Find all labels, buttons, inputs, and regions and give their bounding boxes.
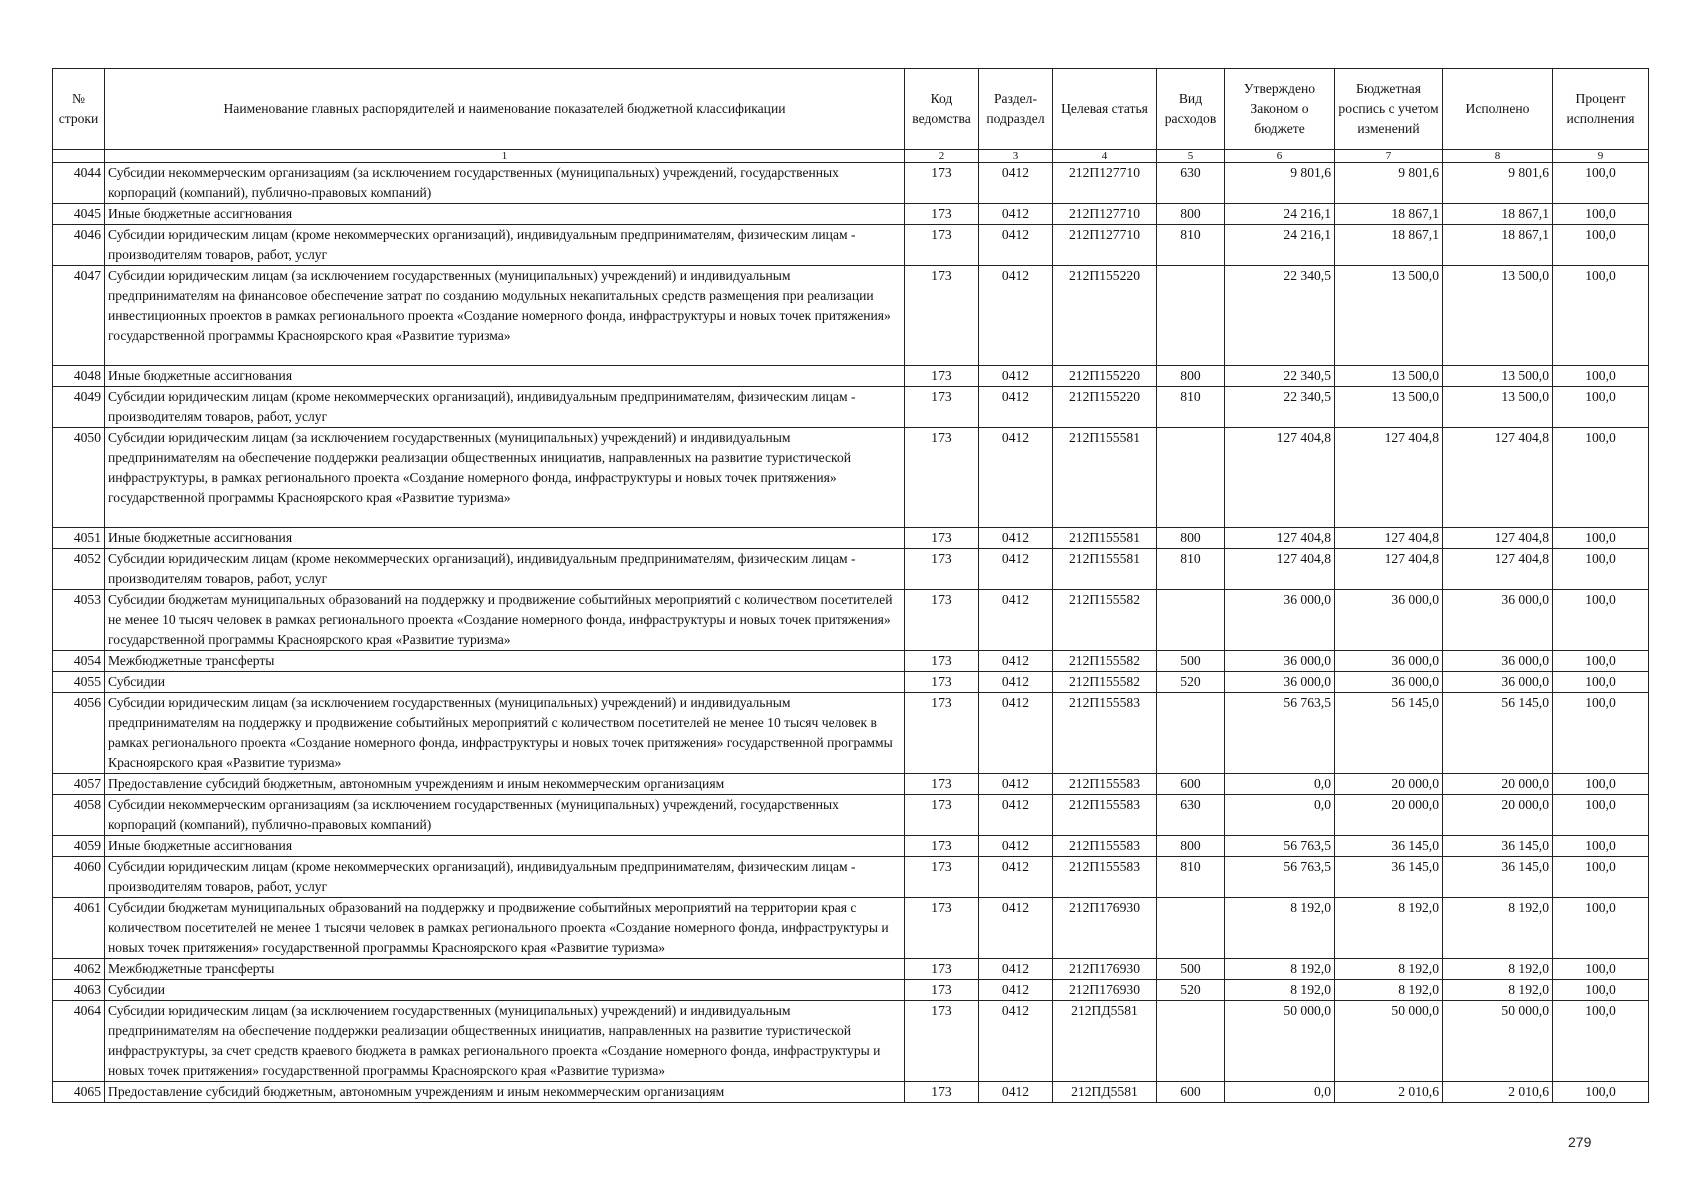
- section-cell: 0412: [979, 693, 1053, 774]
- table-row: [53, 959, 1649, 980]
- percent-cell: 100,0: [1553, 959, 1649, 980]
- table-row: [53, 204, 1649, 225]
- row-name-cell: Предоставление субсидий бюджетным, автономным учреждениям и иным некоммерческим организациям: [105, 1082, 905, 1103]
- header-target-article: Целевая статья: [1053, 69, 1157, 150]
- executed-amount-cell: 36 145,0: [1443, 857, 1553, 898]
- approved-amount-cell: 36 000,0: [1225, 672, 1335, 693]
- row-name-cell: Межбюджетные трансферты: [105, 959, 905, 980]
- percent-cell: 100,0: [1553, 774, 1649, 795]
- approved-amount-cell: 8 192,0: [1225, 980, 1335, 1001]
- row-name-cell: Межбюджетные трансферты: [105, 651, 905, 672]
- approved-amount-cell: 8 192,0: [1225, 898, 1335, 959]
- percent-cell: 100,0: [1553, 387, 1649, 428]
- column-number: 5: [1157, 150, 1225, 163]
- expense-type-cell: 520: [1157, 980, 1225, 1001]
- target-article-cell: 212П155583: [1053, 795, 1157, 836]
- budget-amount-cell: 127 404,8: [1335, 549, 1443, 590]
- expense-type-cell: 500: [1157, 651, 1225, 672]
- expense-type-cell: [1157, 266, 1225, 366]
- budget-amount-cell: 56 145,0: [1335, 693, 1443, 774]
- dept-code-cell: 173: [905, 959, 979, 980]
- target-article-cell: 212П176930: [1053, 898, 1157, 959]
- percent-cell: 100,0: [1553, 590, 1649, 651]
- dept-code-cell: 173: [905, 387, 979, 428]
- row-number-cell: 4048: [53, 366, 105, 387]
- dept-code-cell: 173: [905, 428, 979, 528]
- approved-amount-cell: 9 801,6: [1225, 163, 1335, 204]
- approved-amount-cell: 127 404,8: [1225, 549, 1335, 590]
- approved-amount-cell: 0,0: [1225, 1082, 1335, 1103]
- approved-amount-cell: 50 000,0: [1225, 1001, 1335, 1082]
- row-number-cell: 4065: [53, 1082, 105, 1103]
- target-article-cell: 212П155583: [1053, 693, 1157, 774]
- dept-code-cell: 173: [905, 857, 979, 898]
- section-cell: 0412: [979, 428, 1053, 528]
- row-name-cell: Субсидии бюджетам муниципальных образований на поддержку и продвижение событийных мероприятий на территории края с количеством посетителей не менее 1 тысячи человек в рамках регионального проекта «Создание номерного фонда, инфраструктуры и новых точек притяжения» государственной программы Красноярского края «Развитие туризма»: [105, 898, 905, 959]
- row-number-cell: 4055: [53, 672, 105, 693]
- row-number-cell: 4052: [53, 549, 105, 590]
- table-row: [53, 672, 1649, 693]
- row-number-cell: 4063: [53, 980, 105, 1001]
- row-name-cell: Субсидии юридическим лицам (за исключением государственных (муниципальных) учреждений) и индивидуальным предпринимателям на обеспечение поддержки реализации общественных инициатив, направленных на развитие туристической инфраструктуры, за счет средств краевого бюджета в рамках регионального проекта «Создание номерного фонда, инфраструктуры и новых точек притяжения» государственной программы Красноярского края «Развитие туризма»: [105, 1001, 905, 1082]
- section-cell: 0412: [979, 795, 1053, 836]
- approved-amount-cell: 36 000,0: [1225, 590, 1335, 651]
- percent-cell: 100,0: [1553, 266, 1649, 366]
- target-article-cell: 212П155582: [1053, 672, 1157, 693]
- executed-amount-cell: 13 500,0: [1443, 387, 1553, 428]
- approved-amount-cell: 24 216,1: [1225, 204, 1335, 225]
- section-cell: 0412: [979, 163, 1053, 204]
- column-number: [53, 150, 105, 163]
- header-name: Наименование главных распорядителей и наименование показателей бюджетной классификации: [105, 69, 905, 150]
- budget-amount-cell: 2 010,6: [1335, 1082, 1443, 1103]
- header-section: Раздел-подраздел: [979, 69, 1053, 150]
- expense-type-cell: [1157, 590, 1225, 651]
- dept-code-cell: 173: [905, 980, 979, 1001]
- expense-type-cell: [1157, 428, 1225, 528]
- budget-amount-cell: 36 000,0: [1335, 651, 1443, 672]
- section-cell: 0412: [979, 836, 1053, 857]
- table-row: [53, 528, 1649, 549]
- dept-code-cell: 173: [905, 1001, 979, 1082]
- row-name-cell: Субсидии юридическим лицам (за исключением государственных (муниципальных) учреждений) и индивидуальным предпринимателям на поддержку и продвижение событийных мероприятий с количеством посетителей не менее 10 тысяч человек в рамках регионального проекта «Создание номерного фонда, инфраструктуры и новых точек притяжения» государственной программы Красноярского края «Развитие туризма»: [105, 693, 905, 774]
- section-cell: 0412: [979, 387, 1053, 428]
- row-number-cell: 4044: [53, 163, 105, 204]
- approved-amount-cell: 127 404,8: [1225, 528, 1335, 549]
- row-number-cell: 4049: [53, 387, 105, 428]
- percent-cell: 100,0: [1553, 1001, 1649, 1082]
- budget-amount-cell: 127 404,8: [1335, 528, 1443, 549]
- row-name-cell: Субсидии юридическим лицам (кроме некоммерческих организаций), индивидуальным предпринимателям, физическим лицам - производителям товаров, работ, услуг: [105, 857, 905, 898]
- row-name-cell: Субсидии юридическим лицам (кроме некоммерческих организаций), индивидуальным предпринимателям, физическим лицам - производителям товаров, работ, услуг: [105, 225, 905, 266]
- executed-amount-cell: 9 801,6: [1443, 163, 1553, 204]
- executed-amount-cell: 127 404,8: [1443, 428, 1553, 528]
- approved-amount-cell: 127 404,8: [1225, 428, 1335, 528]
- executed-amount-cell: 36 145,0: [1443, 836, 1553, 857]
- expense-type-cell: 630: [1157, 795, 1225, 836]
- percent-cell: 100,0: [1553, 795, 1649, 836]
- percent-cell: 100,0: [1553, 1082, 1649, 1103]
- dept-code-cell: 173: [905, 590, 979, 651]
- expense-type-cell: [1157, 693, 1225, 774]
- column-number-row: [53, 150, 1649, 163]
- percent-cell: 100,0: [1553, 428, 1649, 528]
- target-article-cell: 212П155220: [1053, 366, 1157, 387]
- row-name-cell: Субсидии некоммерческим организациям (за исключением государственных (муниципальных) учреждений, государственных корпораций (компаний), публично-правовых компаний): [105, 795, 905, 836]
- row-name-cell: Иные бюджетные ассигнования: [105, 204, 905, 225]
- target-article-cell: 212П155581: [1053, 428, 1157, 528]
- column-number: 6: [1225, 150, 1335, 163]
- dept-code-cell: 173: [905, 366, 979, 387]
- target-article-cell: 212П155220: [1053, 266, 1157, 366]
- percent-cell: 100,0: [1553, 528, 1649, 549]
- executed-amount-cell: 36 000,0: [1443, 651, 1553, 672]
- header-dept-code: Код ведомства: [905, 69, 979, 150]
- row-number-cell: 4057: [53, 774, 105, 795]
- expense-type-cell: 800: [1157, 366, 1225, 387]
- executed-amount-cell: 20 000,0: [1443, 795, 1553, 836]
- expense-type-cell: 630: [1157, 163, 1225, 204]
- row-number-cell: 4059: [53, 836, 105, 857]
- target-article-cell: 212П155583: [1053, 857, 1157, 898]
- target-article-cell: 212ПД5581: [1053, 1001, 1157, 1082]
- executed-amount-cell: 13 500,0: [1443, 266, 1553, 366]
- expense-type-cell: 810: [1157, 549, 1225, 590]
- percent-cell: 100,0: [1553, 549, 1649, 590]
- target-article-cell: 212П127710: [1053, 163, 1157, 204]
- row-number-cell: 4046: [53, 225, 105, 266]
- column-number: 8: [1443, 150, 1553, 163]
- approved-amount-cell: 22 340,5: [1225, 366, 1335, 387]
- table-row: [53, 836, 1649, 857]
- budget-amount-cell: 20 000,0: [1335, 774, 1443, 795]
- approved-amount-cell: 36 000,0: [1225, 651, 1335, 672]
- table-row: [53, 857, 1649, 898]
- section-cell: 0412: [979, 857, 1053, 898]
- dept-code-cell: 173: [905, 528, 979, 549]
- budget-execution-table: [52, 68, 1649, 1103]
- table-row: [53, 693, 1649, 774]
- percent-cell: 100,0: [1553, 204, 1649, 225]
- section-cell: 0412: [979, 266, 1053, 366]
- approved-amount-cell: 22 340,5: [1225, 387, 1335, 428]
- expense-type-cell: 810: [1157, 857, 1225, 898]
- table-row: [53, 225, 1649, 266]
- section-cell: 0412: [979, 528, 1053, 549]
- expense-type-cell: 800: [1157, 204, 1225, 225]
- budget-amount-cell: 36 145,0: [1335, 836, 1443, 857]
- executed-amount-cell: 13 500,0: [1443, 366, 1553, 387]
- percent-cell: 100,0: [1553, 836, 1649, 857]
- row-name-cell: Субсидии юридическим лицам (кроме некоммерческих организаций), индивидуальным предпринимателям, физическим лицам - производителям товаров, работ, услуг: [105, 549, 905, 590]
- dept-code-cell: 173: [905, 693, 979, 774]
- approved-amount-cell: 56 763,5: [1225, 836, 1335, 857]
- table-body: [53, 163, 1649, 1103]
- row-number-cell: 4060: [53, 857, 105, 898]
- budget-report-sheet: [52, 68, 1648, 1103]
- table-row: [53, 366, 1649, 387]
- column-number: 7: [1335, 150, 1443, 163]
- expense-type-cell: 810: [1157, 225, 1225, 266]
- row-number-cell: 4058: [53, 795, 105, 836]
- row-number-cell: 4047: [53, 266, 105, 366]
- section-cell: 0412: [979, 959, 1053, 980]
- row-number-cell: 4056: [53, 693, 105, 774]
- column-number: 4: [1053, 150, 1157, 163]
- section-cell: 0412: [979, 980, 1053, 1001]
- page-number: 279: [1568, 1134, 1592, 1150]
- target-article-cell: 212П127710: [1053, 204, 1157, 225]
- executed-amount-cell: 18 867,1: [1443, 225, 1553, 266]
- executed-amount-cell: 8 192,0: [1443, 980, 1553, 1001]
- expense-type-cell: 500: [1157, 959, 1225, 980]
- budget-amount-cell: 8 192,0: [1335, 959, 1443, 980]
- target-article-cell: 212П176930: [1053, 980, 1157, 1001]
- row-name-cell: Субсидии некоммерческим организациям (за исключением государственных (муниципальных) учреждений, государственных корпораций (компаний), публично-правовых компаний): [105, 163, 905, 204]
- dept-code-cell: 173: [905, 266, 979, 366]
- row-number-cell: 4062: [53, 959, 105, 980]
- row-name-cell: Субсидии юридическим лицам (за исключением государственных (муниципальных) учреждений) и индивидуальным предпринимателям на финансовое обеспечение затрат по созданию модульных некапитальных средств размещения при реализации инвестиционных проектов в рамках регионального проекта «Создание номерного фонда, инфраструктуры и новых точек притяжения» государственной программы Красноярского края «Развитие туризма»: [105, 266, 905, 366]
- executed-amount-cell: 20 000,0: [1443, 774, 1553, 795]
- column-number: 2: [905, 150, 979, 163]
- dept-code-cell: 173: [905, 836, 979, 857]
- target-article-cell: 212П155582: [1053, 590, 1157, 651]
- row-number-cell: 4053: [53, 590, 105, 651]
- executed-amount-cell: 127 404,8: [1443, 549, 1553, 590]
- header-row-number: № строки: [53, 69, 105, 150]
- approved-amount-cell: 0,0: [1225, 774, 1335, 795]
- dept-code-cell: 173: [905, 204, 979, 225]
- section-cell: 0412: [979, 590, 1053, 651]
- expense-type-cell: 600: [1157, 1082, 1225, 1103]
- table-row: [53, 266, 1649, 366]
- approved-amount-cell: 8 192,0: [1225, 959, 1335, 980]
- table-row: [53, 387, 1649, 428]
- approved-amount-cell: 24 216,1: [1225, 225, 1335, 266]
- expense-type-cell: 520: [1157, 672, 1225, 693]
- percent-cell: 100,0: [1553, 693, 1649, 774]
- row-name-cell: Субсидии: [105, 672, 905, 693]
- column-number: 1: [105, 150, 905, 163]
- row-name-cell: Предоставление субсидий бюджетным, автономным учреждениям и иным некоммерческим организациям: [105, 774, 905, 795]
- target-article-cell: 212П155582: [1053, 651, 1157, 672]
- dept-code-cell: 173: [905, 651, 979, 672]
- expense-type-cell: [1157, 1001, 1225, 1082]
- section-cell: 0412: [979, 1082, 1053, 1103]
- header-executed: Исполнено: [1443, 69, 1553, 150]
- table-row: [53, 651, 1649, 672]
- row-number-cell: 4054: [53, 651, 105, 672]
- percent-cell: 100,0: [1553, 857, 1649, 898]
- row-name-cell: Иные бюджетные ассигнования: [105, 836, 905, 857]
- executed-amount-cell: 8 192,0: [1443, 898, 1553, 959]
- executed-amount-cell: 50 000,0: [1443, 1001, 1553, 1082]
- target-article-cell: 212П155220: [1053, 387, 1157, 428]
- section-cell: 0412: [979, 898, 1053, 959]
- row-name-cell: Иные бюджетные ассигнования: [105, 366, 905, 387]
- budget-amount-cell: 127 404,8: [1335, 428, 1443, 528]
- target-article-cell: 212П155583: [1053, 774, 1157, 795]
- budget-amount-cell: 18 867,1: [1335, 204, 1443, 225]
- section-cell: 0412: [979, 1001, 1053, 1082]
- percent-cell: 100,0: [1553, 651, 1649, 672]
- budget-amount-cell: 13 500,0: [1335, 366, 1443, 387]
- dept-code-cell: 173: [905, 898, 979, 959]
- executed-amount-cell: 2 010,6: [1443, 1082, 1553, 1103]
- executed-amount-cell: 36 000,0: [1443, 590, 1553, 651]
- row-number-cell: 4051: [53, 528, 105, 549]
- budget-amount-cell: 9 801,6: [1335, 163, 1443, 204]
- row-name-cell: Иные бюджетные ассигнования: [105, 528, 905, 549]
- expense-type-cell: [1157, 898, 1225, 959]
- row-name-cell: Субсидии юридическим лицам (за исключением государственных (муниципальных) учреждений) и индивидуальным предпринимателям на обеспечение поддержки реализации общественных инициатив, направленных на развитие туристической инфраструктуры, в рамках регионального проекта «Создание номерного фонда, инфраструктуры и новых точек притяжения» государственной программы Красноярского края «Развитие туризма»: [105, 428, 905, 528]
- section-cell: 0412: [979, 225, 1053, 266]
- dept-code-cell: 173: [905, 672, 979, 693]
- row-number-cell: 4064: [53, 1001, 105, 1082]
- row-number-cell: 4061: [53, 898, 105, 959]
- budget-amount-cell: 36 145,0: [1335, 857, 1443, 898]
- row-number-cell: 4050: [53, 428, 105, 528]
- expense-type-cell: 810: [1157, 387, 1225, 428]
- percent-cell: 100,0: [1553, 980, 1649, 1001]
- header-percent: Процент исполнения: [1553, 69, 1649, 150]
- percent-cell: 100,0: [1553, 225, 1649, 266]
- dept-code-cell: 173: [905, 795, 979, 836]
- budget-amount-cell: 50 000,0: [1335, 1001, 1443, 1082]
- section-cell: 0412: [979, 774, 1053, 795]
- dept-code-cell: 173: [905, 774, 979, 795]
- approved-amount-cell: 56 763,5: [1225, 857, 1335, 898]
- table-row: [53, 163, 1649, 204]
- target-article-cell: 212П176930: [1053, 959, 1157, 980]
- section-cell: 0412: [979, 672, 1053, 693]
- table-row: [53, 549, 1649, 590]
- budget-amount-cell: 13 500,0: [1335, 266, 1443, 366]
- header-expense-type: Вид расходов: [1157, 69, 1225, 150]
- dept-code-cell: 173: [905, 549, 979, 590]
- target-article-cell: 212П155581: [1053, 549, 1157, 590]
- executed-amount-cell: 8 192,0: [1443, 959, 1553, 980]
- table-row: [53, 774, 1649, 795]
- budget-amount-cell: 8 192,0: [1335, 980, 1443, 1001]
- row-name-cell: Субсидии: [105, 980, 905, 1001]
- table-row: [53, 1001, 1649, 1082]
- executed-amount-cell: 127 404,8: [1443, 528, 1553, 549]
- expense-type-cell: 800: [1157, 836, 1225, 857]
- row-number-cell: 4045: [53, 204, 105, 225]
- table-row: [53, 898, 1649, 959]
- row-name-cell: Субсидии бюджетам муниципальных образований на поддержку и продвижение событийных мероприятий с количеством посетителей не менее 10 тысяч человек в рамках регионального проекта «Создание номерного фонда, инфраструктуры и новых точек притяжения» государственной программы Красноярского края «Развитие туризма»: [105, 590, 905, 651]
- section-cell: 0412: [979, 651, 1053, 672]
- section-cell: 0412: [979, 204, 1053, 225]
- budget-amount-cell: 20 000,0: [1335, 795, 1443, 836]
- dept-code-cell: 173: [905, 225, 979, 266]
- table-row: [53, 795, 1649, 836]
- target-article-cell: 212П155581: [1053, 528, 1157, 549]
- dept-code-cell: 173: [905, 163, 979, 204]
- percent-cell: 100,0: [1553, 163, 1649, 204]
- table-header-row: [53, 69, 1649, 150]
- target-article-cell: 212П127710: [1053, 225, 1157, 266]
- row-name-cell: Субсидии юридическим лицам (кроме некоммерческих организаций), индивидуальным предпринимателям, физическим лицам - производителям товаров, работ, услуг: [105, 387, 905, 428]
- column-number: 9: [1553, 150, 1649, 163]
- section-cell: 0412: [979, 549, 1053, 590]
- section-cell: 0412: [979, 366, 1053, 387]
- header-budget-list: Бюджетная роспись с учетом изменений: [1335, 69, 1443, 150]
- executed-amount-cell: 18 867,1: [1443, 204, 1553, 225]
- approved-amount-cell: 22 340,5: [1225, 266, 1335, 366]
- budget-amount-cell: 36 000,0: [1335, 590, 1443, 651]
- expense-type-cell: 800: [1157, 528, 1225, 549]
- expense-type-cell: 600: [1157, 774, 1225, 795]
- table-row: [53, 980, 1649, 1001]
- percent-cell: 100,0: [1553, 366, 1649, 387]
- percent-cell: 100,0: [1553, 898, 1649, 959]
- table-row: [53, 590, 1649, 651]
- approved-amount-cell: 56 763,5: [1225, 693, 1335, 774]
- executed-amount-cell: 56 145,0: [1443, 693, 1553, 774]
- percent-cell: 100,0: [1553, 672, 1649, 693]
- table-row: [53, 1082, 1649, 1103]
- table-row: [53, 428, 1649, 528]
- column-number: 3: [979, 150, 1053, 163]
- target-article-cell: 212ПД5581: [1053, 1082, 1157, 1103]
- budget-amount-cell: 13 500,0: [1335, 387, 1443, 428]
- budget-amount-cell: 18 867,1: [1335, 225, 1443, 266]
- dept-code-cell: 173: [905, 1082, 979, 1103]
- approved-amount-cell: 0,0: [1225, 795, 1335, 836]
- target-article-cell: 212П155583: [1053, 836, 1157, 857]
- budget-amount-cell: 36 000,0: [1335, 672, 1443, 693]
- header-approved: Утверждено Законом о бюджете: [1225, 69, 1335, 150]
- executed-amount-cell: 36 000,0: [1443, 672, 1553, 693]
- budget-amount-cell: 8 192,0: [1335, 898, 1443, 959]
